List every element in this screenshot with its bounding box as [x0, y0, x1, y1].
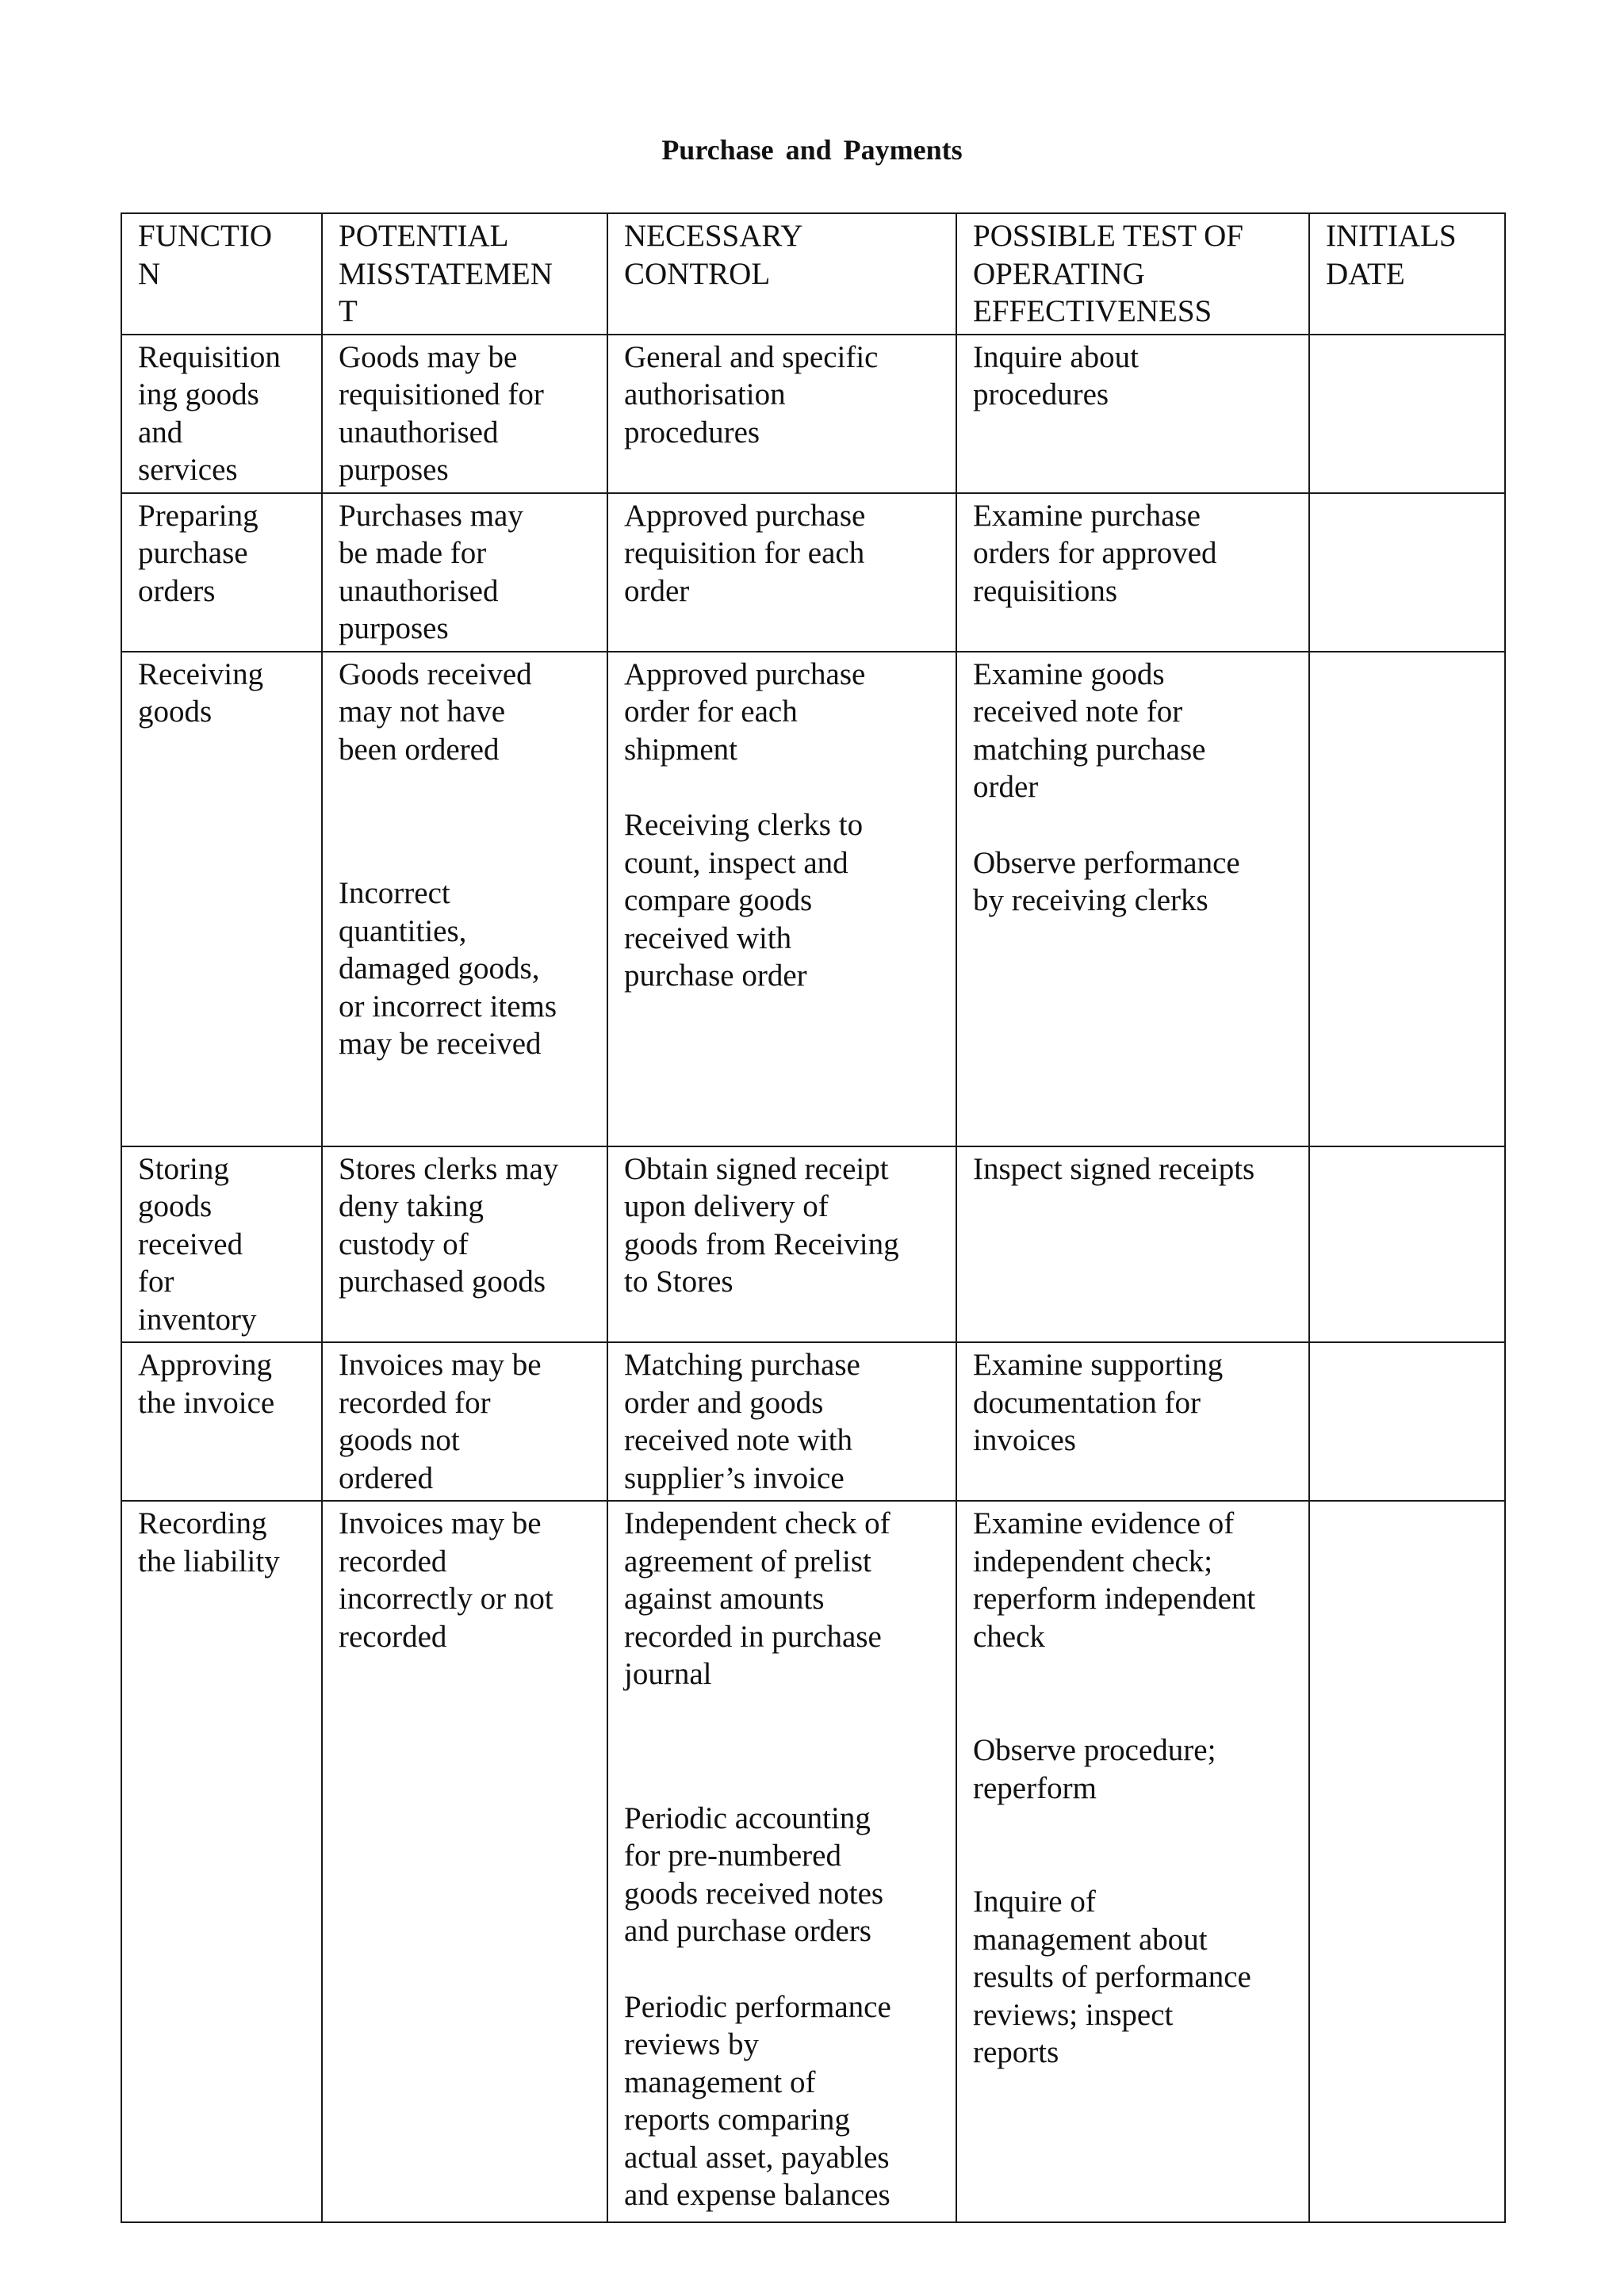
- function-cell: [121, 335, 322, 493]
- misstatement-cell: [322, 1146, 607, 1343]
- control-cell: [607, 335, 956, 493]
- function-cell: [121, 493, 322, 652]
- header-row: [121, 213, 1505, 335]
- initials-cell: [1309, 335, 1505, 493]
- test-cell: [956, 652, 1309, 1146]
- control-cell: [607, 1501, 956, 2222]
- table-row: [121, 493, 1505, 652]
- controls-table: [121, 212, 1506, 2223]
- control-paragraph: Obtain signed receipt upon delivery of goods from Receiving to Stores: [624, 1151, 899, 1299]
- control-cell: [607, 1146, 956, 1343]
- test-paragraph: Examine purchase orders for approved requisitions: [973, 498, 1217, 608]
- control-paragraph: Periodic performance reviews by management of reports comparing actual asset, payables and expense balances: [624, 1989, 891, 2212]
- test-cell: [956, 1342, 1309, 1501]
- header-function: [121, 213, 322, 335]
- table-row: [121, 335, 1505, 493]
- control-paragraph: Matching purchase order and goods received note with supplier’s invoice: [624, 1348, 860, 1495]
- misstatement-paragraph: Goods may be requisitioned for unauthorised purposes: [339, 339, 544, 487]
- misstatement-paragraph: Goods received may not have been ordered: [339, 656, 532, 767]
- function-cell: [121, 652, 322, 1146]
- table-row: [121, 1146, 1505, 1343]
- misstatement-paragraph: Stores clerks may deny taking custody of purchased goods: [339, 1151, 559, 1299]
- initials-cell: [1309, 652, 1505, 1146]
- table-row: [121, 652, 1505, 1146]
- header-initials: [1309, 213, 1505, 335]
- control-paragraph: Approved purchase order for each shipment: [624, 656, 866, 767]
- test-paragraph: Inspect signed receipts: [973, 1151, 1255, 1186]
- initials-cell: [1309, 493, 1505, 652]
- header-control-text: NECESSARY CONTROL: [624, 219, 803, 291]
- misstatement-paragraph: Invoices may be recorded incorrectly or not recorded: [339, 1506, 553, 1654]
- control-cell: [607, 1342, 956, 1501]
- misstatement-paragraph: Invoices may be recorded for goods not ordered: [339, 1348, 542, 1495]
- initials-cell: [1309, 1501, 1505, 2222]
- misstatement-paragraph: Purchases may be made for unauthorised purposes: [339, 498, 523, 645]
- initials-cell: [1309, 1342, 1505, 1501]
- initials-cell: [1309, 1146, 1505, 1343]
- control-paragraph: Independent check of agreement of prelist against amounts recorded in purchase journal: [624, 1506, 891, 1691]
- misstatement-cell: [322, 1501, 607, 2222]
- function-text: Requisition ing goods and services: [138, 339, 281, 487]
- test-cell: [956, 1501, 1309, 2222]
- function-cell: [121, 1146, 322, 1343]
- control-cell: [607, 652, 956, 1146]
- function-cell: [121, 1501, 322, 2222]
- control-paragraph: Receiving clerks to count, inspect and compare goods received with purchase order: [624, 808, 864, 993]
- test-paragraph: Inquire of management about results of performance reviews; inspect reports: [973, 1885, 1251, 2069]
- header-initials-text: INITIALS DATE: [1326, 219, 1457, 291]
- misstatement-cell: [322, 652, 607, 1146]
- test-paragraph: Observe performance by receiving clerks: [973, 845, 1240, 917]
- function-cell: [121, 1342, 322, 1501]
- test-cell: [956, 335, 1309, 493]
- function-text: Recording the liability: [138, 1506, 280, 1578]
- function-text: Approving the invoice: [138, 1348, 275, 1420]
- test-paragraph: Inquire about procedures: [973, 339, 1139, 411]
- misstatement-cell: [322, 493, 607, 652]
- header-control: [607, 213, 956, 335]
- page-title: Purchase and Payments: [661, 134, 963, 166]
- header-test: [956, 213, 1309, 335]
- header-test-text: POSSIBLE TEST OF OPERATING EFFECTIVENESS: [973, 219, 1243, 328]
- table-row: [121, 1501, 1505, 2222]
- misstatement-cell: [322, 335, 607, 493]
- test-cell: [956, 493, 1309, 652]
- function-text: Preparing purchase orders: [138, 498, 259, 608]
- misstatement-cell: [322, 1342, 607, 1501]
- control-paragraph: Approved purchase requisition for each order: [624, 498, 866, 608]
- test-cell: [956, 1146, 1309, 1343]
- function-text: Receiving goods: [138, 656, 264, 729]
- header-function-text: FUNCTIO N: [138, 219, 273, 291]
- control-paragraph: General and specific authorisation procedures: [624, 339, 879, 450]
- function-text: Storing goods received for inventory: [138, 1151, 257, 1337]
- header-misstatement-text: POTENTIAL MISSTATEMEN T: [339, 219, 553, 328]
- control-cell: [607, 493, 956, 652]
- misstatement-paragraph: Incorrect quantities, damaged goods, or incorrect items may be received: [339, 876, 557, 1061]
- test-paragraph: Examine evidence of independent check; reperform independent check: [973, 1506, 1256, 1654]
- test-paragraph: Observe procedure; reperform: [973, 1733, 1216, 1805]
- header-misstatement: [322, 213, 607, 335]
- test-paragraph: Examine supporting documentation for invoices: [973, 1348, 1224, 1457]
- test-paragraph: Examine goods received note for matching purchase order: [973, 656, 1206, 804]
- table-row: [121, 1342, 1505, 1501]
- control-paragraph: Periodic accounting for pre-numbered goods received notes and purchase orders: [624, 1800, 884, 1948]
